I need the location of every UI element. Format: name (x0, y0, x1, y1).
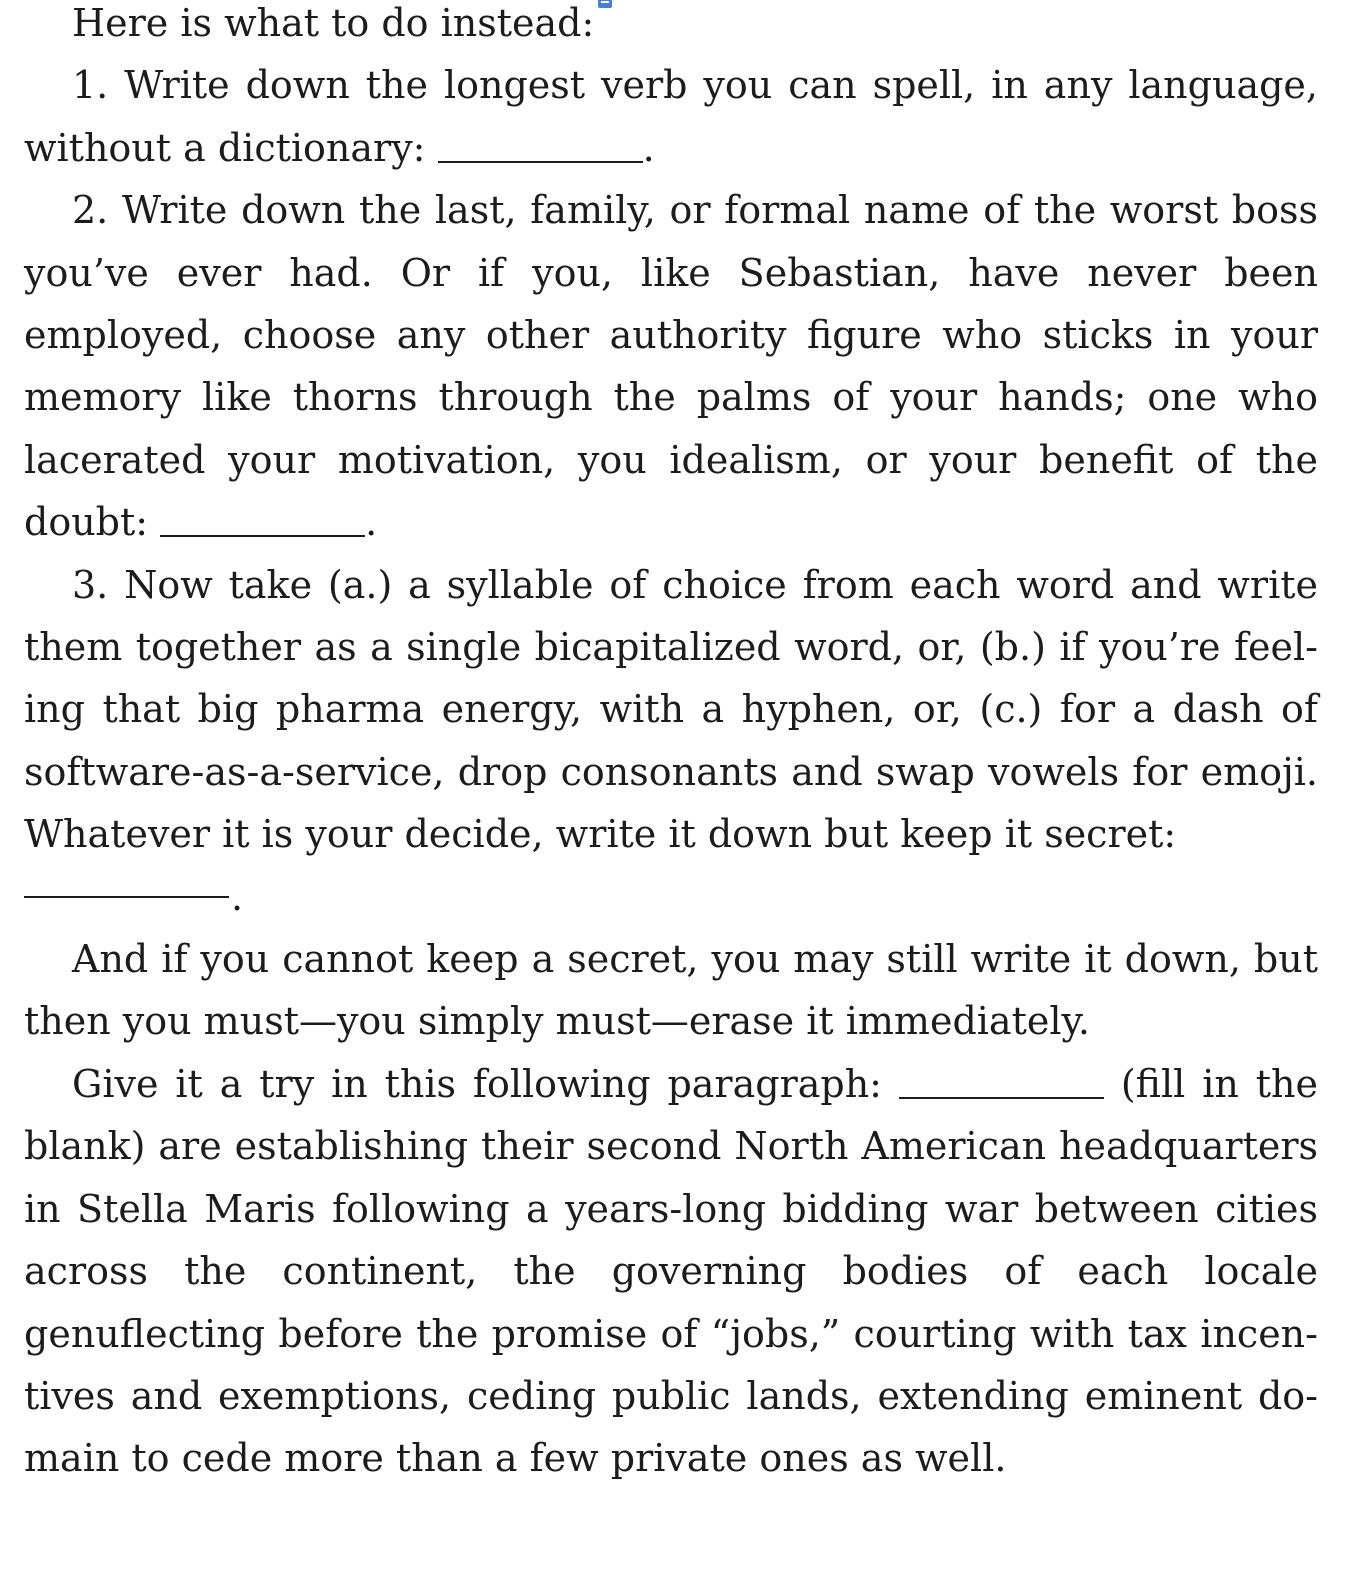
intro-text: Here is what to do instead: (72, 1, 595, 45)
document-page (24, 0, 1318, 1490)
step-1-text: 1. Write down the longest verb you can spell, in any language, without a dictionary: (24, 63, 1318, 170)
step-1-end: . (642, 125, 655, 170)
step-2-text: 2. Write down the last, family, or formal name of the worst boss you’ve ever had. Or if you, like Sebastian, have never been employed, choose any other authority figure who sticks in your memory like thorns through the palms of your hands; one who lacerated your motivation, you idealism, or your benefit of the doubt: (24, 188, 1318, 545)
answer-blank-3 (24, 896, 229, 898)
step-3-text: 3. Now take (a.) a syllable of choice from each word and write them together as a single bicapitalized word, or, (b.) if you’re feeling that big pharma energy, with a hyphen, or, (c.) for a dash of software-as-a-service, drop consonants and swap vowels for emoji. Whatever it is your decide, write it down but keep it secret: (24, 562, 1318, 857)
note-icon[interactable] (598, 0, 612, 8)
step-3-end: . (231, 874, 244, 919)
secret-text: And if you cannot keep a secret, you may still write it down, but then you must—you simply must—erase it immediately. (24, 937, 1318, 1044)
step-2-paragraph (24, 179, 1318, 553)
answer-blank-2 (160, 535, 365, 537)
step-1-paragraph (24, 54, 1318, 179)
answer-blank-4 (899, 1097, 1104, 1099)
try-text-before: Give it a try in this following paragraph: (72, 1061, 882, 1106)
answer-blank-1 (438, 161, 643, 163)
step-2-end: . (365, 500, 378, 545)
try-text-after: (fill in the blank) are establishing their second North American headquarters in Stella Maris following a years-long bidding war between cities across the continent, the governing bodies of each locale genuflecting before the promise of “jobs,” courting with tax incentives and exemptions, ceding public lands, extending eminent domain to cede more than a few private ones as well. (24, 1061, 1318, 1481)
try-paragraph (24, 1053, 1318, 1490)
secret-blank-line (24, 866, 1318, 928)
intro-paragraph (24, 0, 1318, 54)
step-3-paragraph (24, 554, 1318, 866)
secret-paragraph (24, 928, 1318, 1053)
